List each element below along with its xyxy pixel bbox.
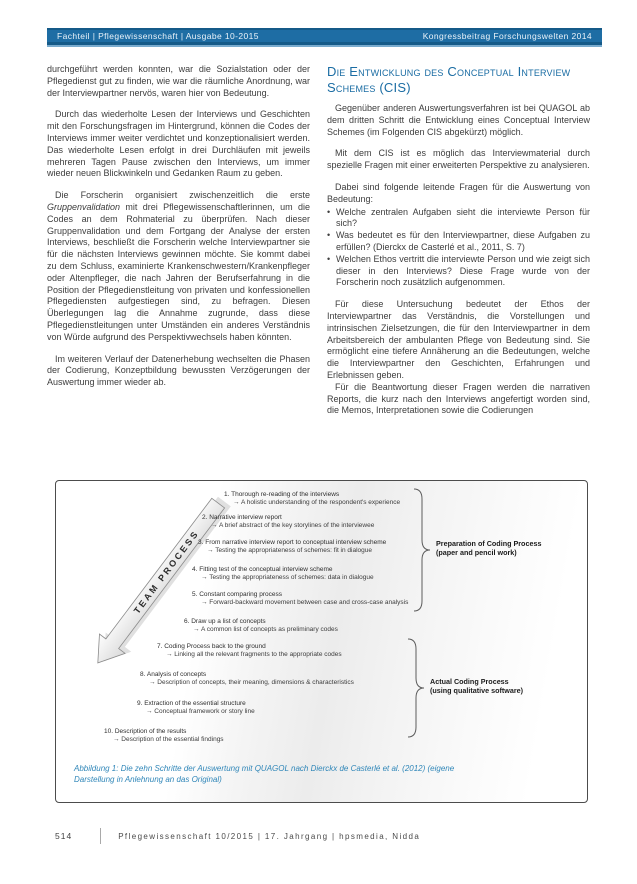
right-column: [327, 64, 590, 417]
italic-term: Gruppenvalidation: [47, 201, 121, 212]
step-title: 10. Description of the results: [104, 728, 187, 735]
preparation-phase-label: [436, 539, 541, 557]
step-title: 7. Coding Process back to the ground: [157, 643, 266, 650]
section-heading: Die Entwicklung des Conceptual Interview Schemes (CIS): [327, 64, 571, 95]
paragraph: Mit dem CIS ist es möglich das Interviewmaterial durch spezielle Fragen mit einer erweiterten Perspektive zu analysieren.: [327, 148, 590, 171]
diagram-step: [192, 566, 374, 582]
phase-label-line: (using qualitative software): [430, 686, 524, 695]
step-result: → Testing the appropriateness of schemes: fit in dialogue: [207, 547, 373, 555]
step-result: → Linking all the relevant fragments to the appropriate codes: [166, 651, 342, 659]
diagram-step: [202, 514, 374, 530]
step-result: → A brief abstract of the key storylines of the interviewee: [211, 522, 375, 530]
list-item: • Welche zentralen Aufgaben sieht die interviewte Person für sich?: [327, 207, 590, 231]
step-title: 1. Thorough re-reading of the interviews: [224, 491, 340, 498]
paragraph-text: mit drei Pflegewissenschaftlerinnen, um die Codes an dem Rohmaterial zu überprüfen. Nach dieser Gruppenvalidation und dem Fortgang der Analyse der ersten Interviews, beschließt die Forscherin welche Interviewpartner sie für die nächsten Interviews gewinnen möchte. Sie kommt dabei zu dem Schluss, examinierte Krankenschwestern/Krankenpfleger oder Altenpfleger, die nach Jahren der Berufserfahrung in die Position der Pflegedienstleitung von privaten und konfessionellen Pflegediensten aufgestiegen sind, zu befragen. Diesen Überlegungen lag die Annahme zugrunde, dass diese Pflegedienstleitungen unter Umständen ein anderes Verständnis von Würde aufgrund des Perspektivwechsels haben könnten.: [47, 201, 310, 342]
step-result: → Forward-backward movement between case and cross-case analysis: [201, 599, 409, 607]
list-item: • Welchen Ethos vertritt die interviewte Person und wie zeigt sich dieser in den Interviews? Diese Frage wurde von der Forscherin noch zusätzlich aufgenommen.: [327, 254, 590, 289]
paragraph: Dabei sind folgende leitende Fragen für die Auswertung von Bedeutung:: [327, 181, 590, 204]
step-title: 8. Analysis of concepts: [140, 671, 207, 678]
diagram-step: [137, 700, 255, 716]
journal-imprint: Pflegewissenschaft 10/2015 | 17. Jahrgang | hpsmedia, Nidda: [118, 831, 421, 841]
diagram-step: [184, 618, 338, 634]
diagram-step: [198, 539, 386, 555]
paragraph: Durch das wiederholte Lesen der Interviews und Geschichten mit den Forschungsfragen im Hintergrund, können die Codes der Interviews immer weiter verdichtet und konzeptionalisiert werden. Das wiederholte Lesen erfolgt in drei Durchläufen mit jeweils mehreren Tagen Pause zwischen den Interviews, um immer wieder neuen Blickwinkeln und Gedanken Raum zu geben.: [47, 109, 310, 179]
brace-actual-group: [408, 639, 424, 737]
step-result: → A holistic understanding of the respondent's experience: [233, 499, 401, 507]
paragraph: Im weiteren Verlauf der Datenerhebung wechselten die Phasen der Codierung, Konzeptbildung bewussten Verzögerungen der Auswertung immer wieder ab.: [47, 353, 310, 388]
step-title: 4. Fitting test of the conceptual interview scheme: [192, 566, 333, 573]
guiding-question-list: [327, 207, 590, 290]
paragraph: Für die Beantwortung dieser Fragen werden die narrativen Reports, die kurz nach den Interviews angefertigt worden sind, die Memos, Interpretationen sowie die Codierungen: [327, 381, 590, 416]
paragraph-text: Die Forscherin organisiert zwischenzeitlich die erste: [55, 190, 310, 201]
paragraph-continuation: durchgeführt werden konnten, war die Sozialstation oder der Pflegedienst gut zu finden, wie war die räumliche Anordnung, war der Interviewpartner nervös, waren hier von Bedeutung.: [47, 64, 310, 98]
page-number: 514: [55, 831, 73, 841]
phase-label-line: Actual Coding Process: [430, 677, 509, 686]
page-footer: [55, 826, 597, 846]
diagram-step: [192, 591, 408, 607]
quagol-figure: [55, 480, 588, 803]
phase-label-line: (paper and pencil work): [436, 548, 517, 557]
paragraph: [47, 190, 310, 343]
paragraph: Gegenüber anderen Auswertungsverfahren ist bei QUAGOL ab dem dritten Schritt die Entwicklung eines Conceptual Interview Schemes (im Folgenden CIS abgekürzt) möglich.: [327, 103, 590, 137]
brace-preparation-group: [414, 489, 430, 611]
step-result: → Testing the appropriateness of schemes: data in dialogue: [201, 574, 374, 582]
actual-phase-label: [430, 677, 523, 695]
header-left-text: Fachteil | Pflegewissenschaft | Ausgabe 10-2015: [57, 31, 259, 41]
step-title: 3. From narrative interview report to conceptual interview scheme: [198, 539, 387, 546]
footer-divider: [100, 828, 101, 844]
paragraph: Für diese Untersuchung bedeutet der Ethos der Interviewpartner das Verständnis, die Vorstellungen und intrinsischen Zielsetzungen, die für den Interviewpartner in dem Arbeitsbereich der ambulanten Pflege von Bedeutung sind. Sie ermöglicht eine tiefere Annäherung an die Bedeutungen, welche die Interviewpartner den Geschichten, Erfahrungen und Erlebnissen geben.: [327, 299, 590, 380]
phase-label-line: Preparation of Coding Process: [436, 539, 542, 548]
header-right-text: Kongressbeitrag Forschungswelten 2014: [422, 31, 592, 41]
step-title: 9. Extraction of the essential structure: [137, 700, 246, 707]
step-title: 6. Draw up a list of concepts: [184, 618, 266, 625]
page-header-bar: [47, 28, 602, 45]
diagram-step: [224, 491, 400, 507]
step-result: → A common list of concepts as preliminary codes: [193, 626, 338, 634]
diagram-step: [140, 671, 354, 687]
figure-caption: Abbildung 1: Die zehn Schritte der Auswertung mit QUAGOL nach Dierckx de Casterlé et al. (2012) (eigene Darstellung in Anlehnung an das Original): [74, 764, 455, 784]
diagram-step: [157, 643, 342, 659]
list-item: • Was bedeutet es für den Interviewpartner, diese Aufgaben zu erfüllen? (Dierckx de Casterlé et al., 2011, S. 7): [327, 230, 590, 254]
step-result: → Conceptual framework or story line: [146, 708, 255, 716]
team-process-label: TEAM PROCESS: [131, 528, 202, 616]
step-result: → Description of concepts, their meaning, dimensions & characteristics: [149, 679, 354, 687]
diagram-step: [104, 728, 224, 744]
step-title: 2. Narrative interview report: [202, 514, 282, 521]
step-title: 5. Constant comparing process: [192, 591, 282, 598]
left-column: [47, 64, 310, 399]
step-result: → Description of the essential findings: [113, 736, 224, 744]
